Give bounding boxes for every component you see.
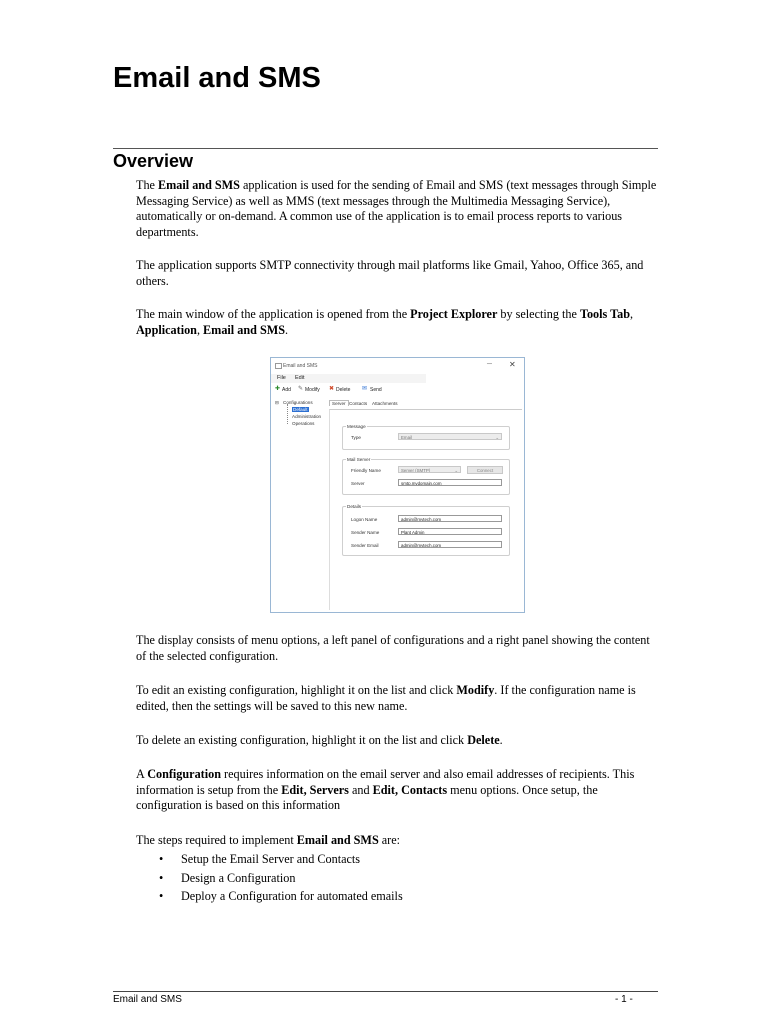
sender-name-input[interactable]: Plant Admin bbox=[398, 528, 502, 535]
page-number: - 1 - bbox=[615, 994, 633, 1005]
details-group bbox=[342, 506, 510, 556]
type-select[interactable] bbox=[398, 433, 502, 440]
tree-connector bbox=[287, 404, 288, 424]
list-item: • Design a Configuration bbox=[159, 870, 296, 885]
tab-contacts[interactable]: Contacts bbox=[349, 401, 368, 406]
paragraph-delete: To delete an existing configuration, highlight it on the list and click Delete. bbox=[136, 733, 503, 747]
connect-button[interactable]: Connect bbox=[467, 466, 503, 474]
tree-item-default[interactable]: Default bbox=[293, 407, 308, 412]
list-item: • Deploy a Configuration for automated emails bbox=[159, 889, 403, 903]
friendly-name-value: Server (SMTP) bbox=[401, 468, 431, 473]
steps-list bbox=[136, 850, 403, 906]
menu-edit[interactable]: Edit bbox=[295, 375, 305, 381]
type-select-value: Email bbox=[401, 435, 412, 440]
window-titlebar bbox=[271, 358, 524, 373]
tree-expander-icon[interactable]: ⊟ bbox=[275, 400, 279, 405]
paragraph-smtp: The application supports SMTP connectivity through mail platforms like Gmail, Yahoo, Office 365, and others. bbox=[136, 258, 644, 288]
server-input[interactable]: smtp.mydomain.com bbox=[398, 479, 502, 486]
footer-title: Email and SMS bbox=[113, 994, 182, 1005]
configuration-tree bbox=[275, 398, 335, 438]
send-button[interactable]: Send bbox=[370, 387, 382, 393]
add-icon: ✚ bbox=[275, 386, 281, 392]
paragraph-main-window: The main window of the application is opened from the Project Explorer by selecting the Tools Tab, Application, Email and SMS. bbox=[136, 307, 634, 337]
app-window-screenshot bbox=[270, 357, 525, 613]
friendly-name-label: Friendly Name bbox=[351, 468, 381, 473]
delete-icon: ✖ bbox=[329, 386, 335, 392]
toolbar bbox=[271, 385, 524, 395]
settings-panel bbox=[329, 409, 522, 610]
message-group bbox=[342, 426, 510, 450]
paragraph-display: The display consists of menu options, a left panel of configurations and a right panel showing the content of the selected configuration. bbox=[136, 633, 650, 663]
close-icon[interactable]: ✕ bbox=[509, 360, 516, 369]
pencil-icon: ✎ bbox=[298, 386, 304, 392]
paragraph-edit: To edit an existing configuration, highlight it on the list and click Modify. If the configuration name is edited, then the settings will be saved to this new name. bbox=[136, 683, 636, 713]
logon-name-label: Logon Name bbox=[351, 517, 378, 522]
chevron-down-icon: ⌄ bbox=[495, 435, 499, 440]
tab-attachments[interactable]: Attachments bbox=[372, 401, 398, 406]
list-item: • Setup the Email Server and Contacts bbox=[159, 852, 361, 866]
logon-name-input[interactable]: admin@mytech.com bbox=[398, 515, 502, 522]
add-button[interactable]: Add bbox=[282, 387, 291, 393]
window-title: Email and SMS bbox=[283, 363, 318, 369]
page-title: Email and SMS bbox=[113, 62, 321, 94]
section-heading: Overview bbox=[113, 148, 658, 172]
app-icon bbox=[275, 363, 282, 369]
tree-root-configurations[interactable]: Configurations bbox=[283, 400, 313, 405]
chevron-down-icon: ⌄ bbox=[454, 468, 458, 473]
bullet-icon: • bbox=[159, 870, 164, 885]
sender-email-label: Sender Email bbox=[351, 543, 379, 548]
modify-button[interactable]: Modify bbox=[305, 387, 320, 393]
sender-name-label: Sender Name bbox=[351, 530, 380, 535]
footer-divider bbox=[113, 991, 658, 992]
server-label: Server bbox=[351, 481, 365, 486]
sender-email-input[interactable]: admin@mytech.com bbox=[398, 541, 502, 548]
details-group-label: Details bbox=[347, 504, 362, 509]
tree-item-administration[interactable]: Administration bbox=[292, 414, 322, 419]
delete-button[interactable]: Delete bbox=[336, 387, 351, 393]
paragraph-steps-intro: The steps required to implement Email and SMS are: bbox=[136, 833, 401, 847]
paragraph-configuration: A Configuration requires information on the email server and also email addresses of recipients. This information is setup from the Edit, Servers and Edit, Contacts menu options. Once setup, the configuration is based on this information bbox=[136, 767, 635, 812]
send-icon: ✉ bbox=[362, 386, 368, 392]
paragraph-intro: The Email and SMS application is used for the sending of Email and SMS (text messages through Simple Messaging Service) as well as MMS (text messages through the Multimedia Messaging Service), automatically or on-demand. A common use of the application is to email process reports to various departments. bbox=[136, 178, 657, 239]
type-label: Type bbox=[351, 435, 361, 440]
bullet-icon: • bbox=[159, 852, 164, 866]
minimize-icon[interactable]: ─ bbox=[487, 361, 492, 368]
menu-bar bbox=[271, 374, 426, 383]
friendly-name-select[interactable] bbox=[398, 466, 461, 473]
mail-server-group-label: Mail Server bbox=[347, 457, 371, 462]
message-group-label: Message bbox=[347, 424, 366, 429]
bullet-icon: • bbox=[159, 889, 164, 903]
menu-file[interactable]: File bbox=[277, 375, 286, 381]
tab-server[interactable]: Server bbox=[329, 400, 349, 406]
mail-server-group bbox=[342, 459, 510, 495]
tree-item-operations[interactable]: Operations bbox=[292, 421, 315, 426]
